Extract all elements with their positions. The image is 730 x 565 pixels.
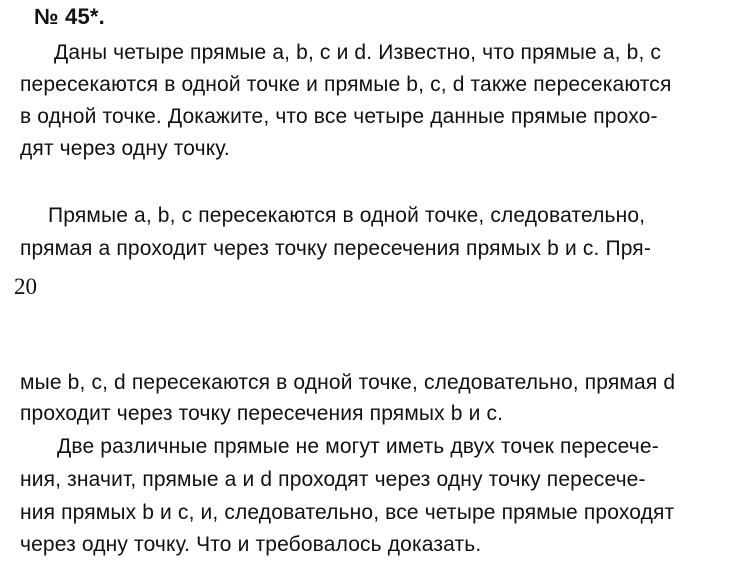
continued-line-3: Две различные прямые не могут иметь двух точек пересече- [57,435,659,458]
continued-line-1: мые b, c, d пересекаются в одной точке, следовательно, прямая d [20,371,676,394]
problem-number: № 45*. [34,4,105,29]
continued-line-6: через одну точку. Что и требовалось доказать. [20,533,482,556]
continued-line-2: проходит через точку пересечения прямых b и c. [20,402,504,425]
continued-line-5: ния прямых b и c, и, следовательно, все четыре прямые проходят [20,501,675,524]
problem-line-1: Даны четыре прямые a, b, c и d. Известно, что прямые a, b, c [54,41,662,64]
problem-line-3: в одной точке. Докажите, что все четыре данные прямые прохо- [20,105,658,128]
continued-line-4: ния, значит, прямые a и d проходят через одну точку пересече- [20,468,646,491]
problem-line-4: дят через одну точку. [20,137,230,160]
problem-line-2: пересекаются в одной точке и прямые b, c, d также пересекаются [20,73,672,96]
solution-line-2: прямая a проходит через точку пересечения прямых b и c. Пря- [20,237,651,260]
solution-line-1: Прямые a, b, c пересекаются в одной точке, следовательно, [48,204,646,227]
page-number: 20 [14,274,37,299]
